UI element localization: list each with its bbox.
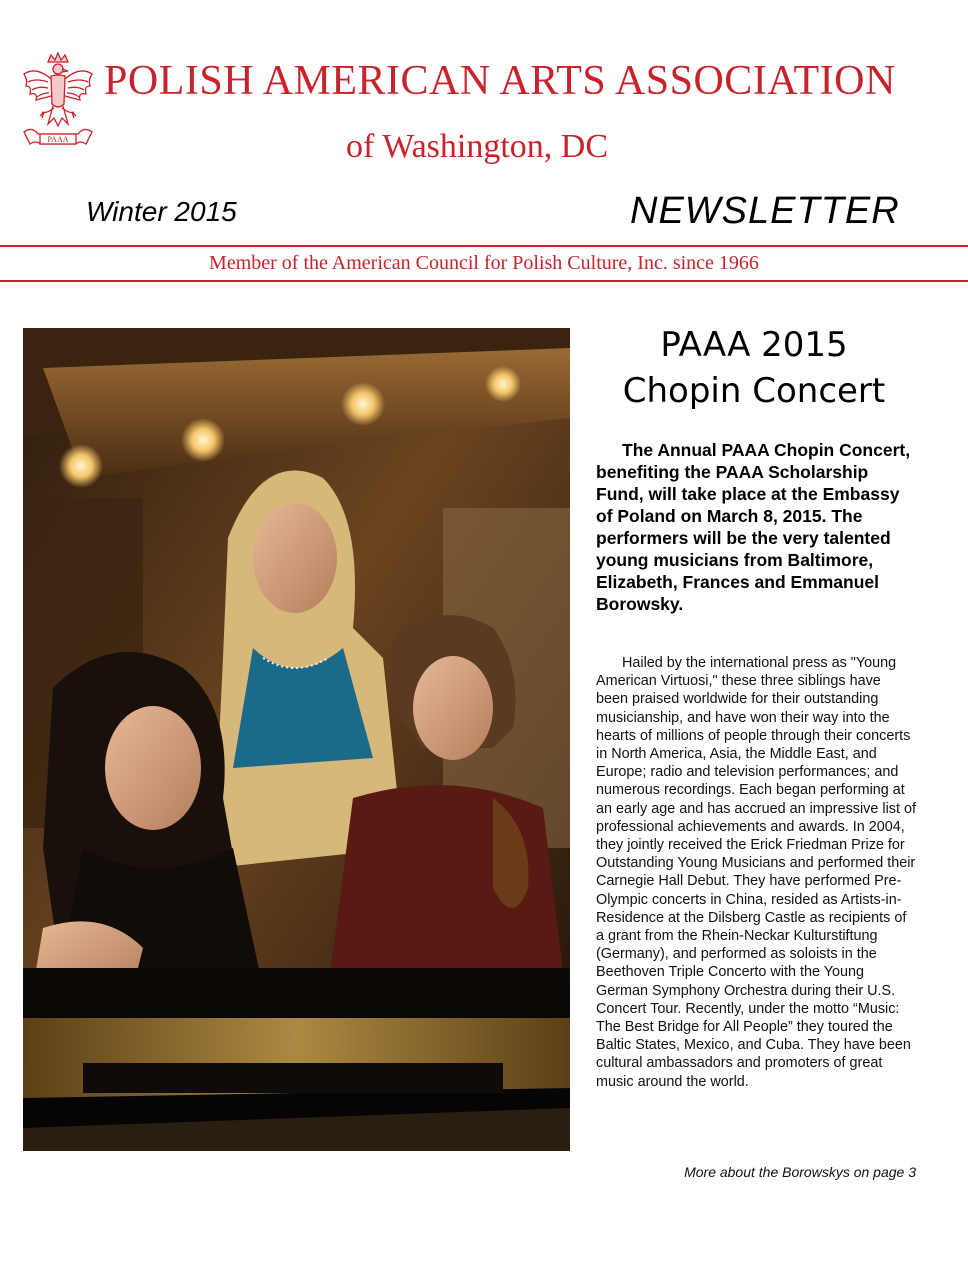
newsletter-label: NEWSLETTER (630, 190, 900, 232)
continued-on-page-link[interactable]: More about the Borowskys on page 3 (684, 1164, 916, 1180)
header-rule-bottom (0, 280, 968, 282)
svg-text:PAAA: PAAA (47, 135, 69, 144)
headline-line-1: PAAA 2015 (660, 325, 848, 365)
organization-title: POLISH AMERICAN ARTS ASSOCIATION (104, 58, 896, 104)
article-body: Hailed by the international press as "Young American Virtuosi," these three siblings have been praised worldwide for their outstanding musicianship, and have won their way into the hearts of millions of people through their concerts in North America, Asia, the Middle East, and Europe; radio and television performances; and numerous recordings. Each began performing at an early age and has accrued an impressive list of professional achievements and awards. In 2004, they jointly received the Erick Friedman Prize for Outstanding Young Musicians and performed their Carnegie Hall Debut. They have performed Pre-Olympic concerts in China, resided as Artists-in-Residence at the Dilsberg Castle as recipients of a grant from the Rhein-Neckar Kulturstiftung (Germany), and performed as soloists in the Beethoven Triple Concerto with the Young German Symphony Orchestra during their U.S. Concert Tour. Recently, under the motto “Music: The Best Bridge for All People” they toured the Baltic States, Mexico, and Cuba. They have been cultural ambassadors and promoters of great music around the world. (596, 655, 916, 1090)
organization-subtitle: of Washington, DC (346, 128, 609, 165)
membership-line: Member of the American Council for Polish Culture, Inc. since 1966 (209, 252, 759, 274)
issue-date: Winter 2015 (86, 196, 237, 227)
polish-eagle-crest-icon (18, 52, 98, 154)
article-lede: The Annual PAAA Chopin Concert, benefiting the PAAA Scholarship Fund, will take place at the Embassy of Poland on March 8, 2015. The performers will be the very talented young musicians from Baltimore, Elizabeth, Frances and Emmanuel Borowsky. (596, 440, 911, 614)
headline-line-2: Chopin Concert (622, 371, 886, 411)
performers-photo (23, 328, 570, 1151)
header-rule-top (0, 245, 968, 247)
article-headline (596, 322, 912, 414)
